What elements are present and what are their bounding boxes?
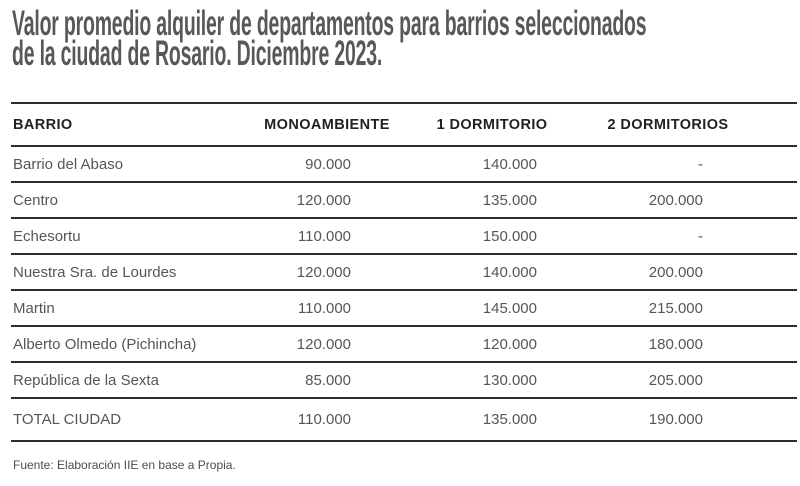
- table-row: [11, 326, 797, 362]
- cell-1-dormitorio: 145.000: [399, 290, 585, 326]
- table-body: [11, 146, 797, 441]
- cell-2-dormitorios: 190.000: [585, 398, 751, 441]
- cell-monoambiente: 110.000: [255, 398, 399, 441]
- cell-1-dormitorio: 140.000: [399, 254, 585, 290]
- cell-2-dormitorios: 205.000: [585, 362, 751, 398]
- spacer-cell: [751, 218, 797, 254]
- rent-table: [11, 102, 797, 442]
- spacer-cell: [751, 146, 797, 182]
- cell-2-dormitorios: 180.000: [585, 326, 751, 362]
- cell-monoambiente: 110.000: [255, 218, 399, 254]
- cell-1-dormitorio: 150.000: [399, 218, 585, 254]
- source-note: Fuente: Elaboración IIE en base a Propia.: [13, 458, 236, 472]
- cell-2-dormitorios: 200.000: [585, 254, 751, 290]
- spacer-cell: [751, 290, 797, 326]
- table-row-total: [11, 398, 797, 441]
- column-header-1-dormitorio: 1 DORMITORIO: [399, 103, 585, 146]
- cell-1-dormitorio: 130.000: [399, 362, 585, 398]
- header-spacer-cell: [751, 103, 797, 146]
- table-row: [11, 362, 797, 398]
- cell-barrio: Centro: [11, 182, 255, 218]
- cell-monoambiente: 90.000: [255, 146, 399, 182]
- column-header-2-dormitorios: 2 DORMITORIOS: [585, 103, 751, 146]
- cell-barrio: Alberto Olmedo (Pichincha): [11, 326, 255, 362]
- cell-barrio: Barrio del Abaso: [11, 146, 255, 182]
- table-row: [11, 182, 797, 218]
- page-title: [12, 4, 647, 73]
- cell-1-dormitorio: 140.000: [399, 146, 585, 182]
- spacer-cell: [751, 182, 797, 218]
- spacer-cell: [751, 362, 797, 398]
- table-row: [11, 254, 797, 290]
- cell-1-dormitorio: 135.000: [399, 398, 585, 441]
- cell-barrio: Nuestra Sra. de Lourdes: [11, 254, 255, 290]
- cell-monoambiente: 110.000: [255, 290, 399, 326]
- cell-monoambiente: 120.000: [255, 326, 399, 362]
- table-header-row: [11, 103, 797, 146]
- table-row: [11, 218, 797, 254]
- column-header-monoambiente: MONOAMBIENTE: [255, 103, 399, 146]
- cell-barrio: TOTAL CIUDAD: [11, 398, 255, 441]
- cell-barrio: Martin: [11, 290, 255, 326]
- column-header-barrio: BARRIO: [11, 103, 255, 146]
- cell-barrio: República de la Sexta: [11, 362, 255, 398]
- cell-monoambiente: 120.000: [255, 254, 399, 290]
- cell-2-dormitorios: 215.000: [585, 290, 751, 326]
- cell-barrio: Echesortu: [11, 218, 255, 254]
- cell-1-dormitorio: 135.000: [399, 182, 585, 218]
- cell-monoambiente: 85.000: [255, 362, 399, 398]
- cell-1-dormitorio: 120.000: [399, 326, 585, 362]
- page-title-line1: Valor promedio alquiler de departamentos para barrios seleccionados: [12, 4, 647, 43]
- cell-2-dormitorios: -: [585, 146, 751, 182]
- page-title-line2: de la ciudad de Rosario. Diciembre 2023.: [12, 34, 383, 73]
- cell-2-dormitorios: -: [585, 218, 751, 254]
- cell-monoambiente: 120.000: [255, 182, 399, 218]
- table-row: [11, 290, 797, 326]
- table-row: [11, 146, 797, 182]
- spacer-cell: [751, 398, 797, 441]
- spacer-cell: [751, 254, 797, 290]
- spacer-cell: [751, 326, 797, 362]
- cell-2-dormitorios: 200.000: [585, 182, 751, 218]
